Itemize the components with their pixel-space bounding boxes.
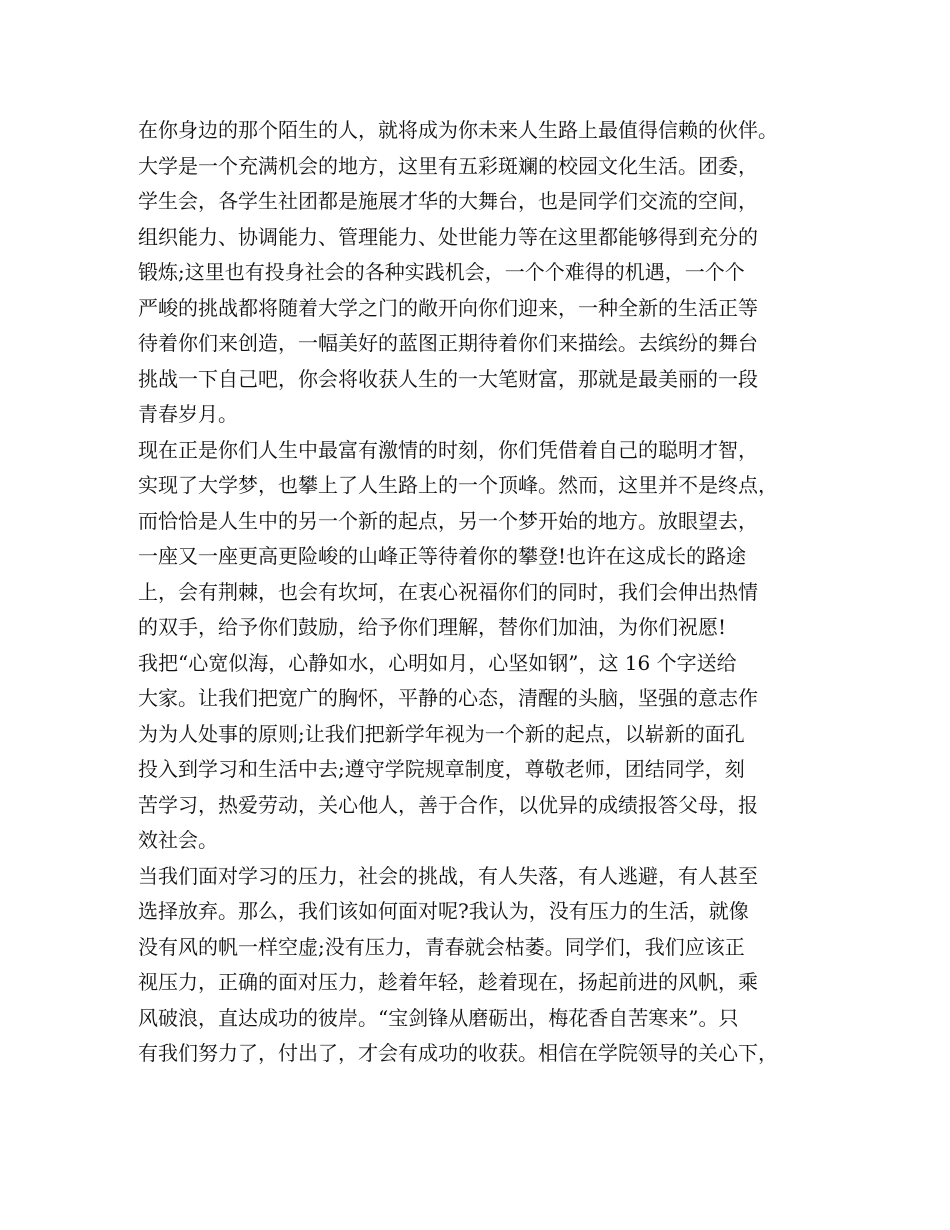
text-line: 没有风的帆一样空虚;没有压力，青春就会枯萎。同学们，我们应该正 [138,934,745,959]
text-line: 选择放弃。那么，我们该如何面对呢?我认为，没有压力的生活，就像 [138,899,749,923]
text-line: 为为人处事的原则;让我们把新学年视为一个新的起点，以崭新的面孔 [138,721,745,746]
text-line: 青春岁月。 [138,402,238,426]
text-line: 现在正是你们人生中最富有激情的时刻，你们凭借着自己的聪明才智， [138,437,758,462]
text-line: 我把“心宽似海，心静如水，心明如月，心坚如钢”，这 16 个字送给 [138,650,737,675]
text-line: 上，会有荆棘，也会有坎坷，在衷心祝福你们的同时，我们会伸出热情 [138,579,758,604]
text-line: 视压力，正确的面对压力，趁着年轻，趁着现在，扬起前进的风帆，乘 [138,970,758,994]
text-line: 的双手，给予你们鼓励，给予你们理解，替你们加油，为你们祝愿! [138,615,727,639]
text-line: 大学是一个充满机会的地方，这里有五彩斑斓的校园文化生活。团委， [138,153,758,178]
text-line: 而恰恰是人生中的另一个新的起点，另一个梦开始的地方。放眼望去， [138,508,758,533]
text-line: 在你身边的那个陌生的人，就将成为你未来人生路上最值得信赖的伙伴。 [138,118,778,142]
text-line: 实现了大学梦，也攀上了人生路上的一个顶峰。然而，这里并不是终点， [138,473,778,497]
text-line: 严峻的挑战都将随着大学之门的敞开向你们迎来，一种全新的生活正等 [138,295,758,320]
text-line: 待着你们来创造，一幅美好的蓝图正期待着你们来描绘。去缤纷的舞台 [138,331,758,355]
text-line: 投入到学习和生活中去;遵守学院规章制度，尊敬老师，团结同学，刻 [138,757,745,781]
text-line: 有我们努力了，付出了，才会有成功的收获。相信在学院领导的关心下， [138,1041,778,1065]
text-line: 一座又一座更高更险峻的山峰正等待着你的攀登!也许在这成长的路途 [138,544,747,568]
text-line: 挑战一下自己吧，你会将收获人生的一大笔财富，那就是最美丽的一段 [138,366,758,391]
body-text [138,113,838,1072]
text-line: 锻炼;这里也有投身社会的各种实践机会，一个个难得的机遇，一个个 [138,260,745,284]
text-line: 效社会。 [138,828,218,852]
text-line: 风破浪，直达成功的彼岸。“宝剑锋从磨砺出，梅花香自苦寒来”。只 [138,1005,739,1030]
text-line: 组织能力、协调能力、管理能力、处世能力等在这里都能够得到充分的 [138,224,758,249]
text-line: 苦学习，热爱劳动，关心他人，善于合作，以优异的成绩报答父母，报 [138,792,758,817]
text-line: 大家。让我们把宽广的胸怀，平静的心态，清醒的头脑，坚强的意志作 [138,686,758,710]
text-line: 当我们面对学习的压力，社会的挑战，有人失落，有人逃避，有人甚至 [138,863,758,888]
text-line: 学生会，各学生社团都是施展才华的大舞台，也是同学们交流的空间， [138,189,758,213]
